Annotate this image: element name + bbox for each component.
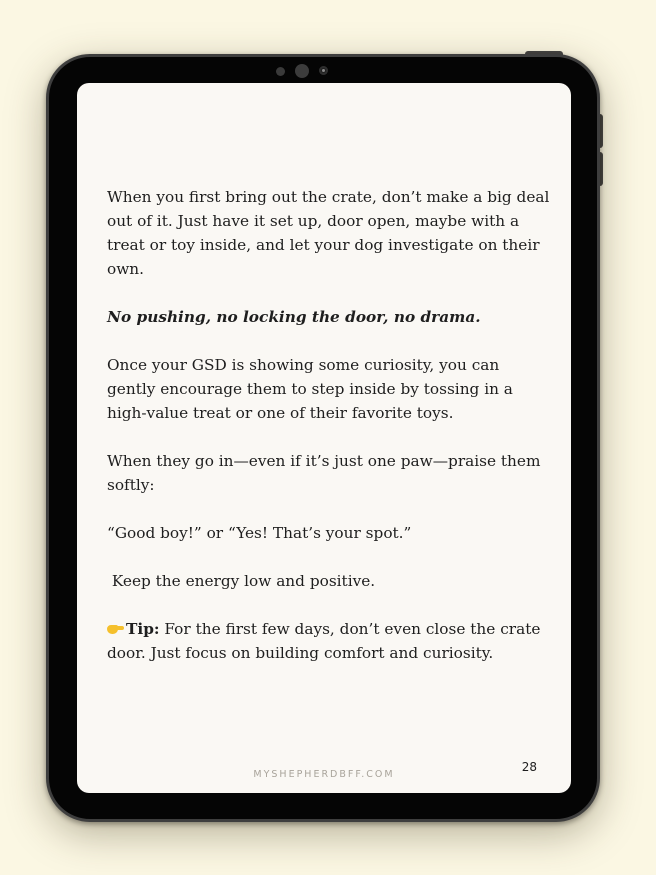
paragraph-encourage: Once your GSD is showing some curiosity, you can gently encourage them to step inside by tossing in a high-value treat or one of their favorite toys. (107, 356, 513, 422)
page-body (107, 185, 552, 689)
paragraph-energy: Keep the energy low and positive. (107, 572, 376, 590)
page-number: 28 (521, 760, 537, 774)
tip-text: For the first few days, don’t even close the crate door. Just focus on building comfort and curiosity. (107, 620, 541, 662)
paragraph-intro: When you first bring out the crate, don’t make a big deal out of it. Just have it set up, door open, maybe with a treat or toy inside, and let your dog investigate on their own. (107, 188, 550, 278)
tip-label: Tip: (126, 620, 160, 638)
light-sensor-icon (319, 66, 328, 75)
sensor-icon (276, 67, 285, 76)
camera-icon (295, 64, 309, 78)
ebook-page[interactable] (77, 83, 571, 793)
footer-brand: MYSHEPHERDBFF.COM (253, 769, 395, 780)
tip-paragraph (107, 617, 552, 665)
paragraph-quote: “Good boy!” or “Yes! That’s your spot.” (107, 524, 412, 542)
pointing-hand-icon (107, 623, 124, 635)
paragraph-emphasis: No pushing, no locking the door, no drama. (107, 308, 481, 326)
paragraph-praise: When they go in—even if it’s just one paw—praise them softly: (107, 452, 541, 494)
